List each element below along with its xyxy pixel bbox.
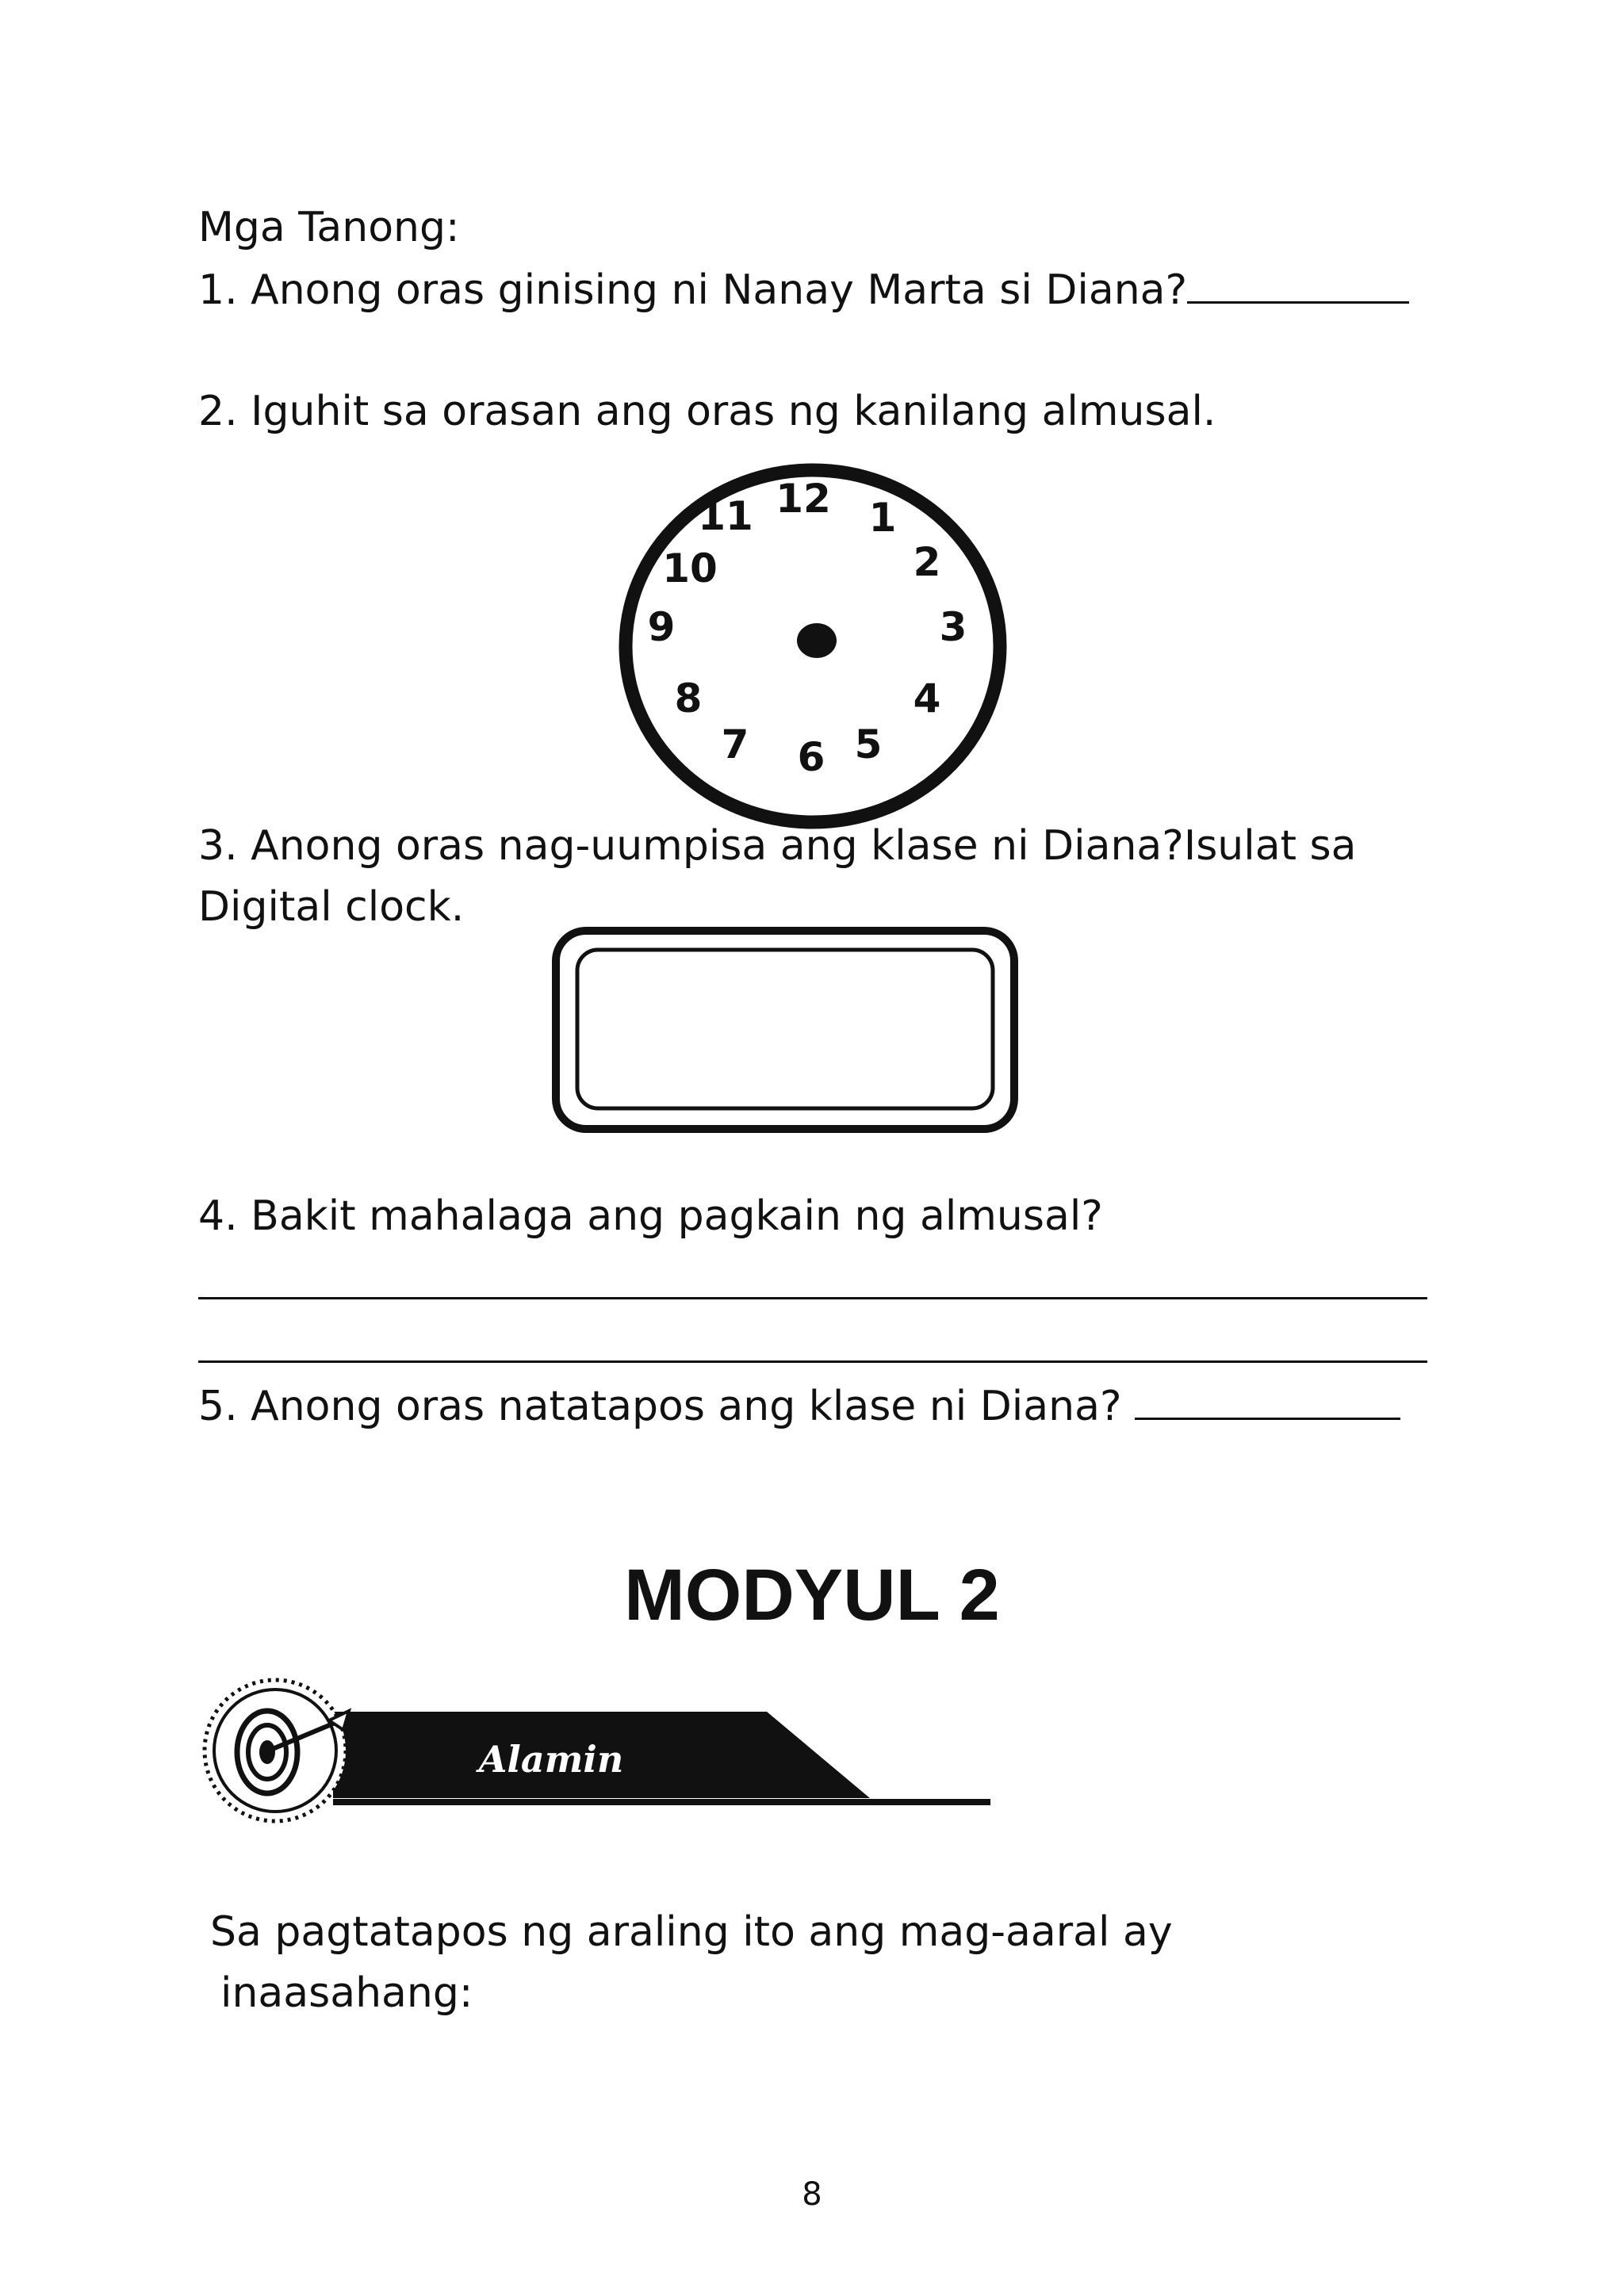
question-1 xyxy=(198,262,1409,316)
question-5-text: 5. Anong oras natatapos ang klase ni Diana? xyxy=(198,1383,1136,1430)
clock-number-2: 2 xyxy=(913,539,941,585)
clock-center-dot xyxy=(797,623,837,658)
question-5 xyxy=(198,1378,1400,1432)
analog-clock[interactable] xyxy=(615,460,1011,832)
clock-number-9: 9 xyxy=(647,604,676,650)
module-title: MODYUL 2 xyxy=(624,1555,1000,1636)
question-2: 2. Iguhit sa orasan ang oras ng kanilang almusal. xyxy=(198,388,1216,435)
digital-clock-display[interactable] xyxy=(577,950,993,1108)
clock-number-6: 6 xyxy=(797,734,825,780)
questions-heading: Mga Tanong: xyxy=(198,204,460,251)
alamin-banner xyxy=(202,1665,995,1823)
answer-blank-5[interactable] xyxy=(1135,1378,1400,1420)
clock-number-3: 3 xyxy=(939,604,967,650)
target-with-dart-icon xyxy=(205,1680,349,1821)
page-number: 8 xyxy=(802,2176,822,2213)
banner-label: Alamin xyxy=(478,1738,624,1781)
clock-number-8: 8 xyxy=(674,675,703,721)
clock-number-12: 12 xyxy=(776,476,831,522)
clock-number-4: 4 xyxy=(913,675,941,721)
answer-line-4b[interactable] xyxy=(198,1360,1427,1363)
answer-blank-1[interactable] xyxy=(1187,262,1409,304)
clock-number-1: 1 xyxy=(868,495,897,541)
clock-number-11: 11 xyxy=(698,493,753,539)
clock-number-10: 10 xyxy=(662,545,718,591)
question-3-line-1: 3. Anong oras nag-uumpisa ang klase ni Diana?Isulat sa xyxy=(198,822,1357,870)
answer-line-4a[interactable] xyxy=(198,1297,1427,1299)
clock-number-5: 5 xyxy=(854,721,883,767)
question-1-text: 1. Anong oras ginising ni Nanay Marta si Diana? xyxy=(198,266,1188,314)
question-4: 4. Bakit mahalaga ang pagkain ng almusal? xyxy=(198,1192,1103,1240)
intro-line-2: inaasahang: xyxy=(220,1969,473,2017)
question-3-line-2: Digital clock. xyxy=(198,883,465,931)
intro-line-1: Sa pagtatapos ng araling ito ang mag-aaral ay xyxy=(210,1908,1173,1956)
digital-clock-box[interactable] xyxy=(551,926,1019,1134)
clock-number-7: 7 xyxy=(721,721,749,767)
